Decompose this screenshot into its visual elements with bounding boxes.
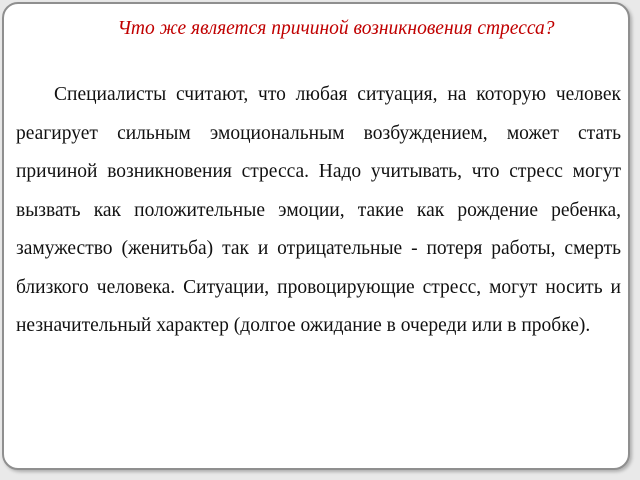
slide-panel <box>2 2 630 470</box>
slide-title: Что же является причиной возникновения стресса? <box>117 18 555 39</box>
slide-paragraph: Специалисты считают, что любая ситуация, на которую человек реагирует сильным эмоциональным возбуждением, может стать причиной возникновения стресса. Надо учитывать, что стресс могут вызвать как положительные эмоции, такие как рождение ребенка, замужество (женитьба) так и отрицательные - потеря работы, смерть близкого человека. Ситуации, провоцирующие стресс, могут носить и незначительный характер (долгое ожидание в очереди или в пробке). <box>16 84 621 336</box>
